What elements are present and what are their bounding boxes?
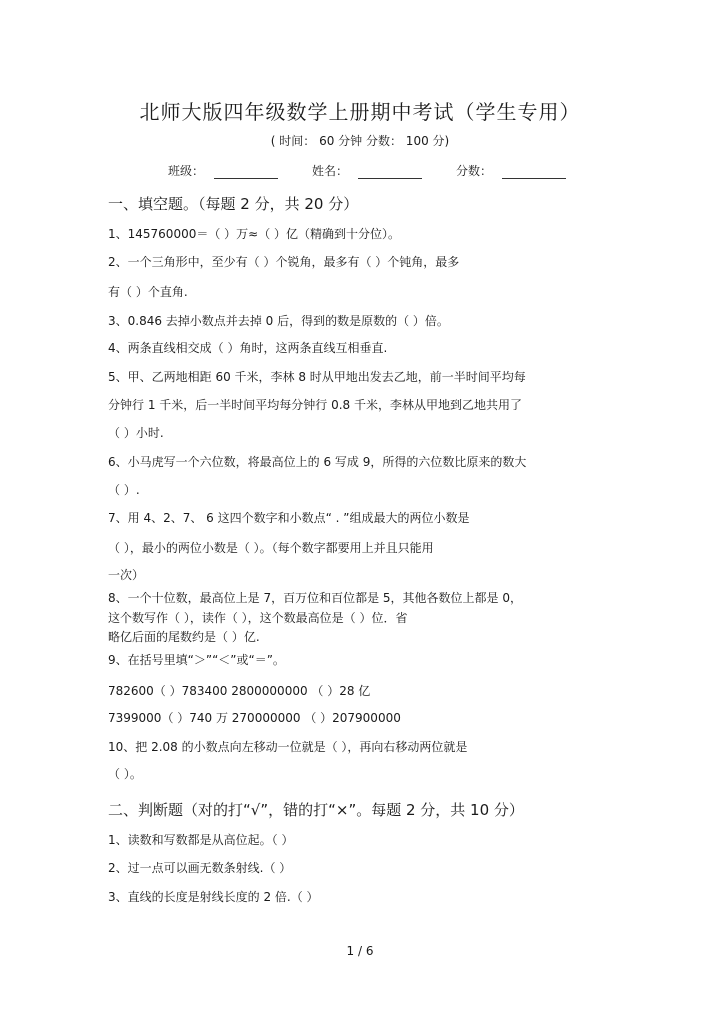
page-number: 1 / 6 <box>346 944 374 958</box>
question-10-line-1: 10、把 2.08 的小数点向左移动一位就是（ ），再向右移动两位就是 <box>108 740 468 754</box>
question-10-line-2: （ ）。 <box>108 767 142 781</box>
section-heading-true-false: 二、判断题（对的打“√”，错的打“×”。每题 2 分，共 10 分） <box>108 801 524 819</box>
question-8-line-2: 这个数写作（ ），读作（ ），这个数最高位是（ ）位．省 <box>108 611 408 625</box>
judge-2: 2、过一点可以画无数条射线.（ ） <box>108 861 292 875</box>
question-9-row-1: 782600（ ）783400 2800000000 （ ）28 亿 <box>108 684 371 698</box>
question-7-line-3: 一次） <box>108 568 145 582</box>
question-6-line-1: 6、小马虎写一个六位数，将最高位上的 6 写成 9，所得的六位数比原来的数大 <box>108 455 527 469</box>
page-title: 北师大版四年级数学上册期中考试（学生专用） <box>139 100 581 124</box>
name-blank[interactable] <box>358 166 422 179</box>
exam-info: ( 时间： 60 分钟 分数： 100 分) <box>270 134 450 148</box>
question-2-line-1: 2、一个三角形中，至少有（ ）个锐角，最多有（ ）个钝角，最多 <box>108 255 460 269</box>
class-blank[interactable] <box>214 166 278 179</box>
class-label: 班级： <box>168 164 205 178</box>
question-6-line-2: （ ）. <box>108 483 140 497</box>
class-field <box>168 162 278 179</box>
question-7-line-2: （ ），最小的两位小数是（ ）。（每个数字都要用上并且只能用 <box>108 541 434 555</box>
question-9-row-2: 7399000（ ）740 万 270000000 （ ）207900000 <box>108 711 401 725</box>
question-8-line-3: 略亿后面的尾数约是（ ）亿. <box>108 630 260 644</box>
question-9: 9、在括号里填“＞”“＜”或“＝”。 <box>108 653 285 667</box>
question-5-line-3: （ ）小时. <box>108 426 164 440</box>
question-5-line-1: 5、甲、乙两地相距 60 千米，李林 8 时从甲地出发去乙地，前一半时间平均每 <box>108 370 526 384</box>
question-2-line-2: 有（ ）个直角. <box>108 285 188 299</box>
question-5-line-2: 分钟行 1 千米，后一半时间平均每分钟行 0.8 千米，李林从甲地到乙地共用了 <box>108 398 522 412</box>
judge-3: 3、直线的长度是射线长度的 2 倍.（ ） <box>108 890 319 904</box>
question-3: 3、0.846 去掉小数点并去掉 0 后，得到的数是原数的（ ）倍。 <box>108 314 449 328</box>
question-7-line-1: 7、用 4、2、7、 6 这四个数字和小数点“ . ”组成最大的两位小数是 <box>108 511 470 525</box>
judge-1: 1、读数和写数都是从高位起。（ ） <box>108 833 294 847</box>
score-field <box>456 162 566 179</box>
question-1: 1、145760000＝（ ）万≈（ ）亿（精确到十分位）。 <box>108 227 401 241</box>
student-info-row <box>168 162 600 179</box>
name-label: 姓名： <box>312 164 349 178</box>
question-4: 4、两条直线相交成（ ）角时，这两条直线互相垂直. <box>108 341 388 355</box>
name-field <box>312 162 422 179</box>
section-heading-fill-in: 一、填空题。（每题 2 分，共 20 分） <box>108 195 359 213</box>
question-8-line-1: 8、一个十位数，最高位上是 7，百万位和百位都是 5，其他各数位上都是 0， <box>108 591 522 605</box>
score-label: 分数： <box>456 164 493 178</box>
score-blank[interactable] <box>502 166 566 179</box>
